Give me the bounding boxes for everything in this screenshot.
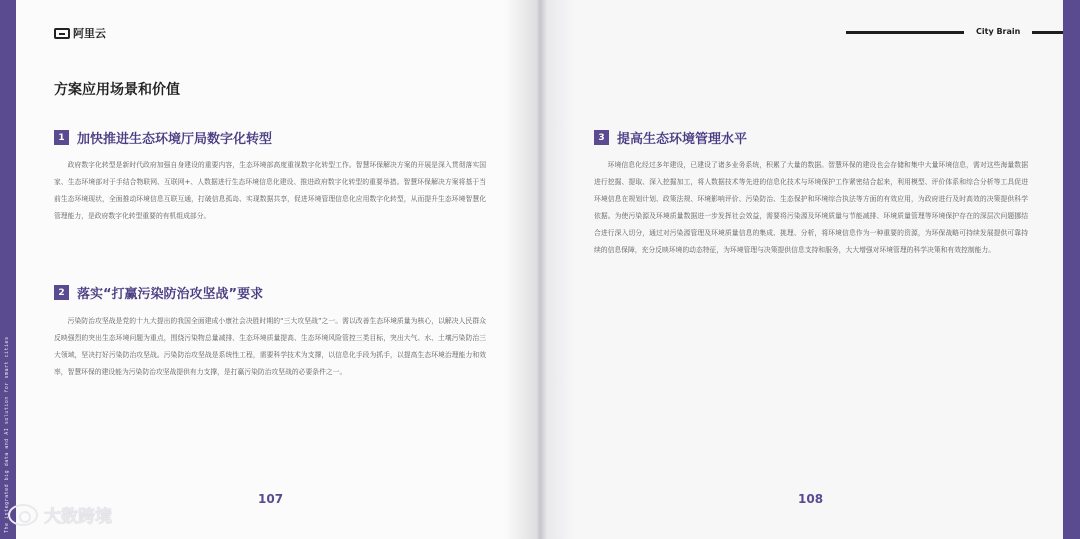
header-rule-left: [846, 31, 964, 34]
section-3-paragraph: 环境信息化经过多年建设，已建设了诸多业务系统，积累了大量的数据。智慧环保的建设也会存储和集中大量环境信息，需对这些海量数据进行挖掘、提取、深入挖掘加工，将人数据技术等先进的信息化技术与环境保护工作紧密结合起来，利用模型、评价体系和综合分析等工具促进环境信息在规划计划、政策法规、环境影响评价、污染防治、生态保护和环境综合执法等方面的有效应用，为政府进行及时高效的决策提供科学依据。为使污染源及环境质量数据进一步发挥社会效益，需要将污染源及环境质量与节能减排、环境质量管理等环境保护存在的深层次问题挪结合进行深入切分，通过对污染源管理及环境质量信息的集成、挑理、分析，将环境信息作为一种重要的资源，为环保战略可持续发展提供可靠持续的信息保障，充分反映环境的动态特征，为环境管理与决策提供信息支持和服务，大大增强对环境管理的科学决策和有效控制能力。: [594, 161, 1028, 254]
watermark-text: 大数跨境: [44, 507, 112, 527]
section-title-text: 落实“打赢污染防治攻坚战”要求: [77, 287, 264, 302]
header-rule-right: [1032, 31, 1063, 34]
section-number-badge: 2: [54, 285, 69, 300]
city-brain-header: City Brain: [976, 27, 1021, 36]
aliyun-logo: [54, 25, 106, 41]
section-1-title: [54, 128, 272, 147]
section-number-badge: 3: [594, 130, 609, 145]
right-color-strip: [1063, 0, 1080, 539]
section-number-badge: 1: [54, 130, 69, 145]
page-number-left: 107: [258, 492, 284, 506]
section-1-paragraph: 政府数字化转型是新时代政府加强自身建设的重要内容，生态环境部高度重视数字化转型工作。智慧环保解决方案的开展是深入贯彻落实国家、生态环境部对于手结合物联网、互联网+、人数据进行生态环境信息化建设、推进政府数字化转型的重要举措。智慧环保解决方案将基于当前生态环境现状，全面推动环境信息互联互通，打破信息孤岛、实现数据共享，促进环境管理信息化应用数字化转型，从而提升生态环境智慧化管理能力，是政府数字化转型重要的有机组成部分。: [54, 161, 486, 220]
section-3-title: [594, 128, 747, 147]
left-color-strip: [0, 0, 16, 539]
section-title-text: 提高生态环境管理水平: [617, 132, 748, 147]
section-title-text: 加快推进生态环境厅局数字化转型: [77, 132, 273, 147]
aliyun-logo-icon: [54, 28, 70, 39]
watermark: [8, 502, 112, 527]
section-2-paragraph: 污染防治攻坚战是党的十九大提出的我国全面建成小康社会决胜时期的“三大攻坚战”之一。需以改善生态环境质量为核心，以解决人民群众反映强烈的突出生态环境问题为重点，围绕污染物总量减排、生态环境质量提高、生态环境风险管控三类目标，突出大气、水、土壤污染防治三大领域，坚决打好污染防治攻坚战。污染防治攻坚战是系统性工程，需要科学技术为支撑，以信息化手段为抓手，以提高生态环境治理能力和效率，智慧环保的建设能为污染防治攻坚战提供有力支撑，是打赢污染防治攻坚战的必要条件之一。: [54, 317, 486, 376]
book-gutter-shadow: [505, 0, 575, 539]
section-2-title: [54, 283, 263, 302]
page-heading: 方案应用场景和价值: [54, 82, 180, 98]
right-page: [540, 0, 1063, 539]
side-strip-text: The integrated big data and AI solution for smart cities: [4, 336, 10, 533]
page-number-right: 108: [798, 492, 824, 506]
watermark-logo-icon: [8, 504, 38, 526]
logo-text: 阿里云: [73, 27, 106, 40]
